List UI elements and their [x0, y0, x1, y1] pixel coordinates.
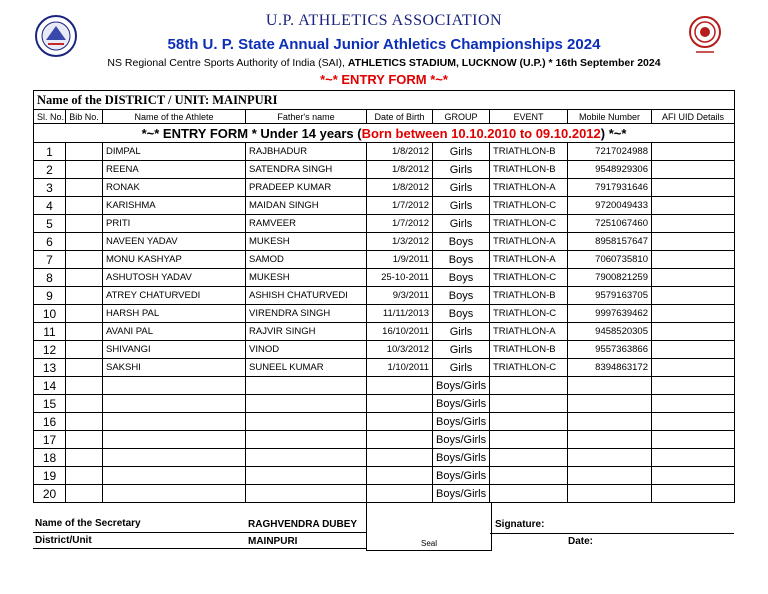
athlete-name-cell: SHIVANGI — [103, 341, 246, 359]
afi-uid-cell — [652, 287, 735, 305]
mobile-number-cell: 9548929306 — [568, 161, 652, 179]
group-cell: Boys — [433, 287, 490, 305]
event-cell: TRIATHLON-A — [490, 179, 568, 197]
group-cell: Boys — [433, 251, 490, 269]
subheader-suffix: ) *~* — [600, 125, 627, 141]
group-cell: Girls — [433, 341, 490, 359]
father-name-cell: MUKESH — [246, 233, 367, 251]
bib-number-cell — [66, 431, 103, 449]
event-cell: TRIATHLON-C — [490, 269, 568, 287]
bib-number-cell — [66, 449, 103, 467]
bib-number-cell — [66, 179, 103, 197]
father-name-cell — [246, 413, 367, 431]
athlete-name-cell: KARISHMA — [103, 197, 246, 215]
group-cell: Boys — [433, 233, 490, 251]
serial-number-cell: 17 — [34, 431, 66, 449]
bib-number-cell — [66, 269, 103, 287]
bib-number-cell — [66, 341, 103, 359]
serial-number-cell: 18 — [34, 449, 66, 467]
bib-number-cell — [66, 323, 103, 341]
table-row — [34, 305, 735, 323]
event-cell: TRIATHLON-C — [490, 197, 568, 215]
group-cell: Boys/Girls — [433, 413, 490, 431]
table-row — [34, 449, 735, 467]
date-of-birth-cell: 10/3/2012 — [367, 341, 433, 359]
footer-divider — [33, 532, 366, 533]
afi-uid-cell — [652, 359, 735, 377]
event-cell — [490, 395, 568, 413]
date-of-birth-cell — [367, 395, 433, 413]
event-cell: TRIATHLON-A — [490, 323, 568, 341]
bib-number-cell — [66, 143, 103, 161]
table-row — [34, 341, 735, 359]
father-name-cell: SATENDRA SINGH — [246, 161, 367, 179]
athlete-name-cell: HARSH PAL — [103, 305, 246, 323]
mobile-number-cell — [568, 485, 652, 503]
table-row — [34, 161, 735, 179]
column-header: Sl. No. — [34, 110, 66, 124]
group-cell: Girls — [433, 323, 490, 341]
mobile-number-cell: 7217024988 — [568, 143, 652, 161]
date-of-birth-cell — [367, 467, 433, 485]
date-of-birth-cell — [367, 485, 433, 503]
group-cell: Boys/Girls — [433, 377, 490, 395]
column-header: Mobile Number — [568, 110, 652, 124]
venue-prefix: NS Regional Centre Sports Authority of India (SAI), — [107, 57, 348, 69]
athlete-name-cell: REENA — [103, 161, 246, 179]
athlete-name-cell — [103, 467, 246, 485]
athlete-name-cell: RONAK — [103, 179, 246, 197]
serial-number-cell: 16 — [34, 413, 66, 431]
bib-number-cell — [66, 467, 103, 485]
father-name-cell — [246, 485, 367, 503]
date-of-birth-cell: 1/9/2011 — [367, 251, 433, 269]
group-cell: Girls — [433, 161, 490, 179]
athlete-name-cell: ASHUTOSH YADAV — [103, 269, 246, 287]
event-cell: TRIATHLON-C — [490, 215, 568, 233]
signature-line — [490, 533, 734, 534]
father-name-cell — [246, 377, 367, 395]
table-row — [34, 431, 735, 449]
date-of-birth-cell: 1/8/2012 — [367, 143, 433, 161]
bib-number-cell — [66, 215, 103, 233]
father-name-cell: PRADEEP KUMAR — [246, 179, 367, 197]
mobile-number-cell — [568, 449, 652, 467]
table-row — [34, 287, 735, 305]
seal-box — [366, 502, 492, 551]
mobile-number-cell: 9458520305 — [568, 323, 652, 341]
date-of-birth-cell: 25-10-2011 — [367, 269, 433, 287]
group-cell: Boys/Girls — [433, 485, 490, 503]
mobile-number-cell: 7900821259 — [568, 269, 652, 287]
athlete-name-cell: ATREY CHATURVEDI — [103, 287, 246, 305]
table-row — [34, 377, 735, 395]
subheader-prefix: *~* ENTRY FORM * Under 14 years ( — [141, 125, 362, 141]
venue-bold: ATHLETICS STADIUM, LUCKNOW (U.P.) * 16th September 2024 — [347, 57, 661, 69]
serial-number-cell: 1 — [34, 143, 66, 161]
father-name-cell — [246, 395, 367, 413]
father-name-cell: RAJBHADUR — [246, 143, 367, 161]
athlete-name-cell: SAKSHI — [103, 359, 246, 377]
bib-number-cell — [66, 377, 103, 395]
athlete-name-cell — [103, 431, 246, 449]
mobile-number-cell — [568, 467, 652, 485]
serial-number-cell: 10 — [34, 305, 66, 323]
group-cell: Boys — [433, 269, 490, 287]
group-cell: Boys — [433, 305, 490, 323]
afi-uid-cell — [652, 179, 735, 197]
table-row — [34, 179, 735, 197]
afi-uid-cell — [652, 431, 735, 449]
serial-number-cell: 13 — [34, 359, 66, 377]
father-name-cell: VIRENDRA SINGH — [246, 305, 367, 323]
serial-number-cell: 5 — [34, 215, 66, 233]
mobile-number-cell: 9579163705 — [568, 287, 652, 305]
serial-number-cell: 9 — [34, 287, 66, 305]
table-row — [34, 323, 735, 341]
mobile-number-cell: 8394863172 — [568, 359, 652, 377]
event-cell: TRIATHLON-B — [490, 341, 568, 359]
mobile-number-cell: 7251067460 — [568, 215, 652, 233]
afi-uid-cell — [652, 251, 735, 269]
serial-number-cell: 2 — [34, 161, 66, 179]
father-name-cell: VINOD — [246, 341, 367, 359]
afi-uid-cell — [652, 323, 735, 341]
serial-number-cell: 3 — [34, 179, 66, 197]
column-header: Name of the Athlete — [103, 110, 246, 124]
table-row — [34, 251, 735, 269]
date-of-birth-cell: 16/10/2011 — [367, 323, 433, 341]
born-range: Born between 10.10.2010 to 09.10.2012 — [361, 125, 601, 141]
secretary-name: RAGHVENDRA DUBEY — [248, 519, 358, 530]
group-cell: Boys/Girls — [433, 431, 490, 449]
serial-number-cell: 14 — [34, 377, 66, 395]
mobile-number-cell — [568, 431, 652, 449]
group-cell: Girls — [433, 197, 490, 215]
table-row — [34, 467, 735, 485]
date-of-birth-cell: 1/7/2012 — [367, 215, 433, 233]
serial-number-cell: 4 — [34, 197, 66, 215]
column-header: GROUP — [433, 110, 490, 124]
afi-uid-cell — [652, 413, 735, 431]
event-cell: TRIATHLON-C — [490, 305, 568, 323]
date-of-birth-cell: 1/10/2011 — [367, 359, 433, 377]
date-of-birth-cell — [367, 377, 433, 395]
bib-number-cell — [66, 305, 103, 323]
bib-number-cell — [66, 485, 103, 503]
age-group-subheader — [34, 124, 735, 143]
event-cell: TRIATHLON-B — [490, 143, 568, 161]
column-header: Date of Birth — [367, 110, 433, 124]
date-of-birth-cell — [367, 413, 433, 431]
bib-number-cell — [66, 251, 103, 269]
championship-title: 58th U. P. State Annual Junior Athletics Championships 2024 — [167, 36, 601, 53]
group-cell: Boys/Girls — [433, 449, 490, 467]
father-name-cell — [246, 431, 367, 449]
mobile-number-cell — [568, 413, 652, 431]
afi-uid-cell — [652, 233, 735, 251]
date-of-birth-cell: 1/8/2012 — [367, 161, 433, 179]
footer-bottom-line — [33, 548, 366, 549]
event-cell — [490, 449, 568, 467]
athlete-name-cell — [103, 485, 246, 503]
father-name-cell — [246, 449, 367, 467]
mobile-number-cell — [568, 395, 652, 413]
event-cell — [490, 413, 568, 431]
table-row — [34, 215, 735, 233]
date-of-birth-cell: 11/11/2013 — [367, 305, 433, 323]
athlete-name-cell — [103, 449, 246, 467]
signature-label: Signature: — [495, 519, 545, 530]
mobile-number-cell: 9557363866 — [568, 341, 652, 359]
mobile-number-cell: 7917931646 — [568, 179, 652, 197]
event-cell: TRIATHLON-A — [490, 233, 568, 251]
date-of-birth-cell: 1/3/2012 — [367, 233, 433, 251]
serial-number-cell: 6 — [34, 233, 66, 251]
group-cell: Girls — [433, 143, 490, 161]
date-of-birth-cell: 1/8/2012 — [367, 179, 433, 197]
mobile-number-cell: 9720049433 — [568, 197, 652, 215]
father-name-cell: ASHISH CHATURVEDI — [246, 287, 367, 305]
serial-number-cell: 7 — [34, 251, 66, 269]
afi-uid-cell — [652, 215, 735, 233]
bib-number-cell — [66, 359, 103, 377]
group-cell: Girls — [433, 359, 490, 377]
mobile-number-cell — [568, 377, 652, 395]
mobile-number-cell: 9997639462 — [568, 305, 652, 323]
seal-label: Seal — [420, 539, 437, 548]
table-row — [34, 413, 735, 431]
afi-uid-cell — [652, 143, 735, 161]
father-name-cell: SAMOD — [246, 251, 367, 269]
mobile-number-cell: 7060735810 — [568, 251, 652, 269]
mobile-number-cell: 8958157647 — [568, 233, 652, 251]
group-cell: Girls — [433, 215, 490, 233]
father-name-cell: SUNEEL KUMAR — [246, 359, 367, 377]
athlete-name-cell — [103, 413, 246, 431]
father-name-cell — [246, 467, 367, 485]
afi-uid-cell — [652, 395, 735, 413]
group-cell: Girls — [433, 179, 490, 197]
athlete-name-cell: AVANI PAL — [103, 323, 246, 341]
table-row — [34, 197, 735, 215]
afi-uid-cell — [652, 305, 735, 323]
event-cell: TRIATHLON-A — [490, 251, 568, 269]
form-title: *~* ENTRY FORM *~* — [320, 72, 448, 87]
district-value: MAINPURI — [248, 536, 298, 547]
event-cell — [490, 431, 568, 449]
district-line: Name of the DISTRICT / UNIT: MAINPURI — [34, 91, 735, 110]
date-of-birth-cell — [367, 431, 433, 449]
bib-number-cell — [66, 287, 103, 305]
serial-number-cell: 12 — [34, 341, 66, 359]
date-of-birth-cell — [367, 449, 433, 467]
athlete-name-cell: NAVEEN YADAV — [103, 233, 246, 251]
father-name-cell: RAMVEER — [246, 215, 367, 233]
serial-number-cell: 20 — [34, 485, 66, 503]
date-of-birth-cell: 1/7/2012 — [367, 197, 433, 215]
district-label: District/Unit — [35, 535, 92, 546]
event-cell: TRIATHLON-B — [490, 161, 568, 179]
event-cell — [490, 467, 568, 485]
afi-uid-cell — [652, 449, 735, 467]
bib-number-cell — [66, 197, 103, 215]
event-cell — [490, 377, 568, 395]
event-cell — [490, 485, 568, 503]
bib-number-cell — [66, 413, 103, 431]
athlete-name-cell: MONU KASHYAP — [103, 251, 246, 269]
group-cell: Boys/Girls — [433, 395, 490, 413]
venue-line — [0, 57, 768, 69]
date-of-birth-cell: 9/3/2011 — [367, 287, 433, 305]
athlete-name-cell — [103, 377, 246, 395]
serial-number-cell: 19 — [34, 467, 66, 485]
table-row — [34, 233, 735, 251]
athlete-name-cell: PRITI — [103, 215, 246, 233]
bib-number-cell — [66, 233, 103, 251]
secretary-label: Name of the Secretary — [35, 518, 141, 529]
entry-table — [33, 90, 735, 503]
athlete-name-cell — [103, 395, 246, 413]
serial-number-cell: 15 — [34, 395, 66, 413]
table-row — [34, 143, 735, 161]
event-cell: TRIATHLON-C — [490, 359, 568, 377]
column-header: Bib No. — [66, 110, 103, 124]
table-row — [34, 395, 735, 413]
bib-number-cell — [66, 161, 103, 179]
afi-uid-cell — [652, 377, 735, 395]
father-name-cell: MAIDAN SINGH — [246, 197, 367, 215]
group-cell: Boys/Girls — [433, 467, 490, 485]
bib-number-cell — [66, 395, 103, 413]
column-header: AFI UID Details — [652, 110, 735, 124]
table-row — [34, 485, 735, 503]
afi-uid-cell — [652, 341, 735, 359]
event-cell: TRIATHLON-B — [490, 287, 568, 305]
afi-uid-cell — [652, 197, 735, 215]
serial-number-cell: 11 — [34, 323, 66, 341]
date-label: Date: — [568, 536, 594, 547]
serial-number-cell: 8 — [34, 269, 66, 287]
column-header: Father's name — [246, 110, 367, 124]
table-row — [34, 359, 735, 377]
afi-uid-cell — [652, 467, 735, 485]
father-name-cell: RAJVIR SINGH — [246, 323, 367, 341]
afi-uid-cell — [652, 161, 735, 179]
table-row — [34, 269, 735, 287]
column-header: EVENT — [490, 110, 568, 124]
afi-uid-cell — [652, 485, 735, 503]
afi-uid-cell — [652, 269, 735, 287]
father-name-cell: MUKESH — [246, 269, 367, 287]
athlete-name-cell: DIMPAL — [103, 143, 246, 161]
org-title: U.P. ATHLETICS ASSOCIATION — [265, 12, 503, 29]
